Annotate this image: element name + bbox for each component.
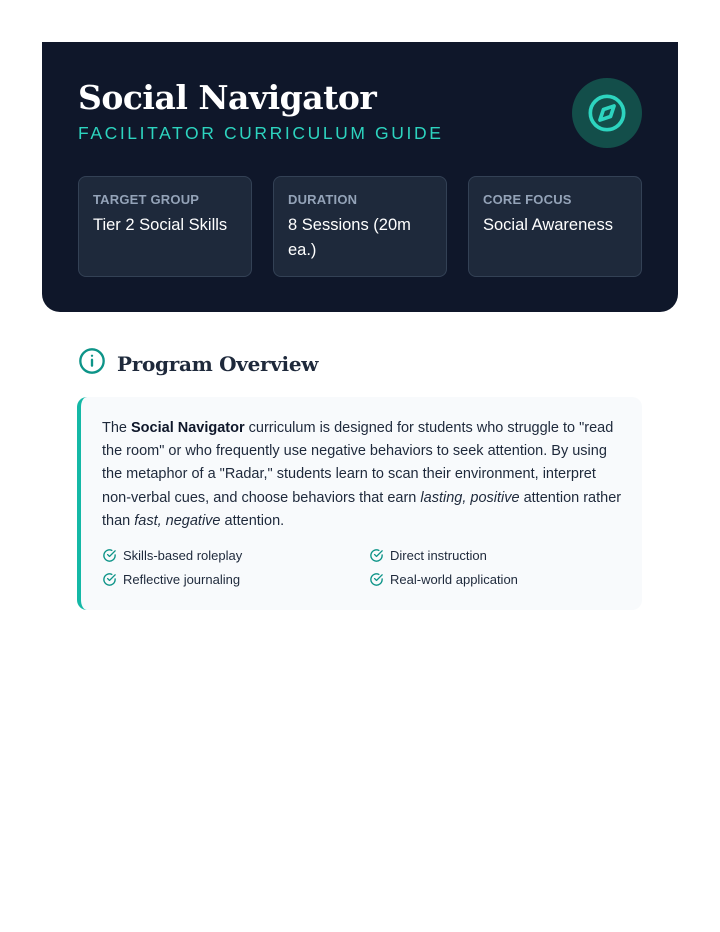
stat-value: 8 Sessions (20m ea.): [288, 216, 411, 259]
check-circle-icon: [369, 548, 384, 563]
stat-target-group: [78, 176, 252, 277]
feature-item: [369, 547, 619, 563]
emphasis-text: lasting, positive: [420, 489, 520, 506]
stat-duration: [273, 176, 447, 277]
page-subtitle: FACILITATOR CURRICULUM GUIDE: [78, 123, 444, 143]
overview-paragraph: [102, 417, 622, 533]
stat-label: DURATION: [288, 192, 358, 207]
feature-item: [102, 571, 369, 587]
check-circle-icon: [102, 548, 117, 563]
feature-label: Real-world application: [390, 571, 518, 587]
text-span: attention.: [220, 512, 285, 529]
header-card: [42, 42, 678, 312]
feature-item: [369, 571, 619, 587]
feature-label: Reflective journaling: [123, 571, 241, 587]
feature-item: [102, 547, 369, 563]
text-span: The: [102, 420, 132, 436]
info-icon: [78, 347, 106, 380]
text-span: attention rather than: [102, 489, 622, 529]
stat-value: Tier 2 Social Skills: [93, 216, 228, 234]
feature-list: [102, 547, 622, 587]
stat-value: Social Awareness: [483, 216, 613, 234]
emphasis-text: fast, negative: [134, 512, 221, 529]
overview-card: [77, 397, 642, 610]
stat-core-focus: [468, 176, 642, 277]
section-title: Program Overview: [117, 351, 319, 376]
feature-label: Skills-based roleplay: [123, 547, 243, 563]
stat-label: TARGET GROUP: [93, 192, 200, 207]
feature-label: Direct instruction: [390, 547, 487, 563]
stat-label: CORE FOCUS: [483, 192, 572, 207]
check-circle-icon: [369, 572, 384, 587]
check-circle-icon: [102, 572, 117, 587]
overview-header: [78, 347, 318, 380]
text-span: curriculum is designed for students who struggle to "read the room" or who frequently use negative behaviors to seek attention. By using the metaphor of a "Radar," students learn to scan their environment, interpret non-verbal cues, and choose behaviors that earn: [102, 420, 614, 506]
compass-icon: [572, 78, 642, 148]
program-name: Social Navigator: [131, 420, 245, 436]
page-title: Social Navigator: [78, 78, 377, 117]
